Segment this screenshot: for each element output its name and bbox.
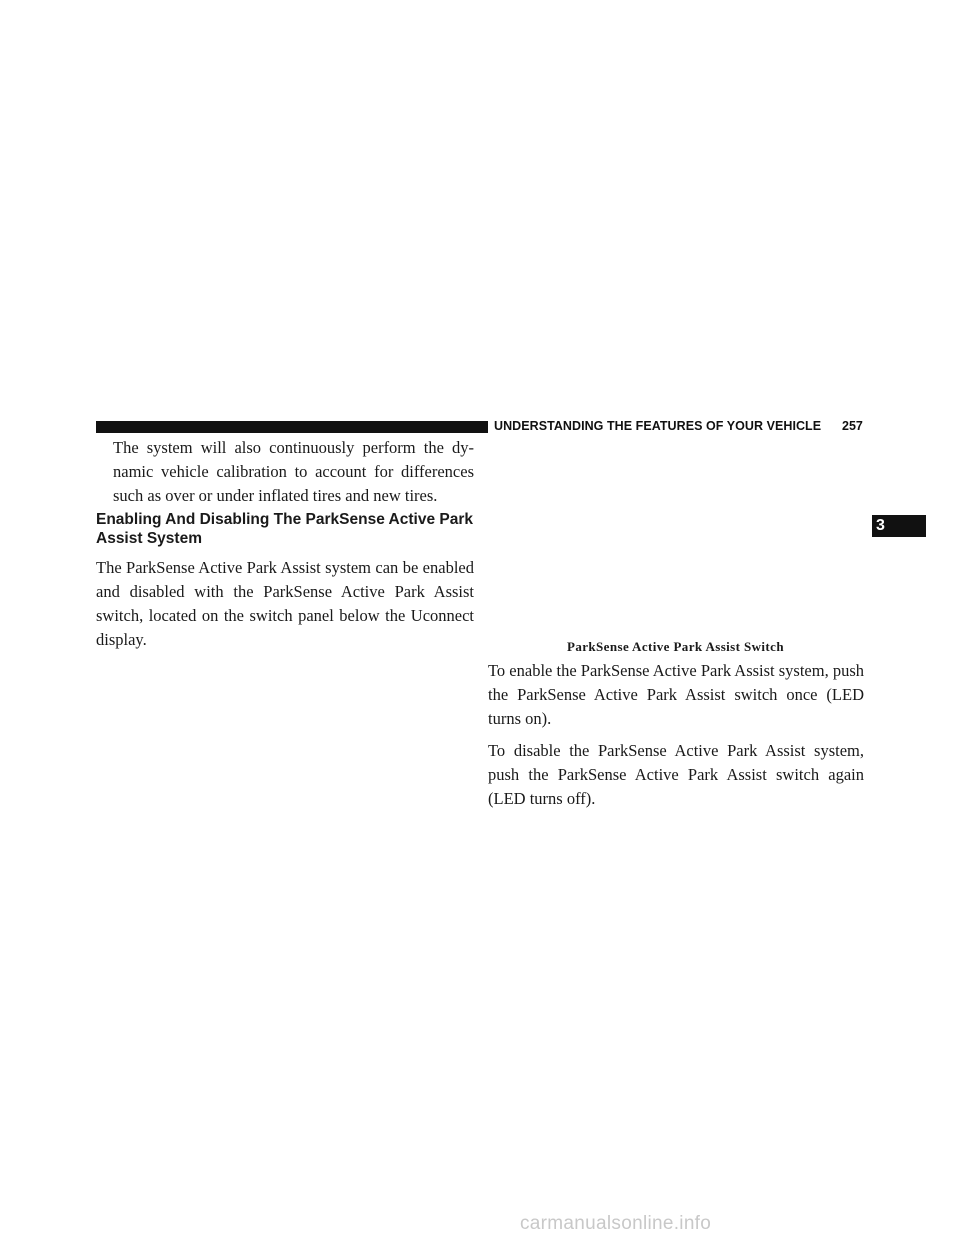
running-header-title: UNDERSTANDING THE FEATURES OF YOUR VEHICLE — [494, 419, 822, 433]
watermark: carmanualsonline.info — [520, 1213, 712, 1234]
section-heading: Enabling And Disabling The ParkSense Active Park Assist System — [96, 511, 473, 547]
enable-paragraph: To enable the ParkSense Active Park Assist system, push the ParkSense Active Park Assist switch once (LED turns on). — [488, 661, 865, 728]
body-paragraph: The ParkSense Active Park Assist system can be enabled and disabled with the ParkSense Active Park Assist switch, located on the switch panel below the Uconnect display. — [96, 558, 474, 649]
figure-caption: ParkSense Active Park Assist Switch — [567, 639, 784, 654]
switch-figure — [488, 445, 868, 635]
chapter-tab: 3 — [872, 515, 926, 537]
header-rule — [96, 421, 488, 433]
disable-paragraph: To disable the ParkSense Active Park Assist system, push the ParkSense Active Park Assist switch again (LED turns off). — [488, 741, 864, 808]
page-number: 257 — [842, 419, 863, 433]
intro-paragraph: The system will also continuously perform the dy-namic vehicle calibration to account for differences such as over or under inflated tires and new tires. — [113, 438, 474, 505]
